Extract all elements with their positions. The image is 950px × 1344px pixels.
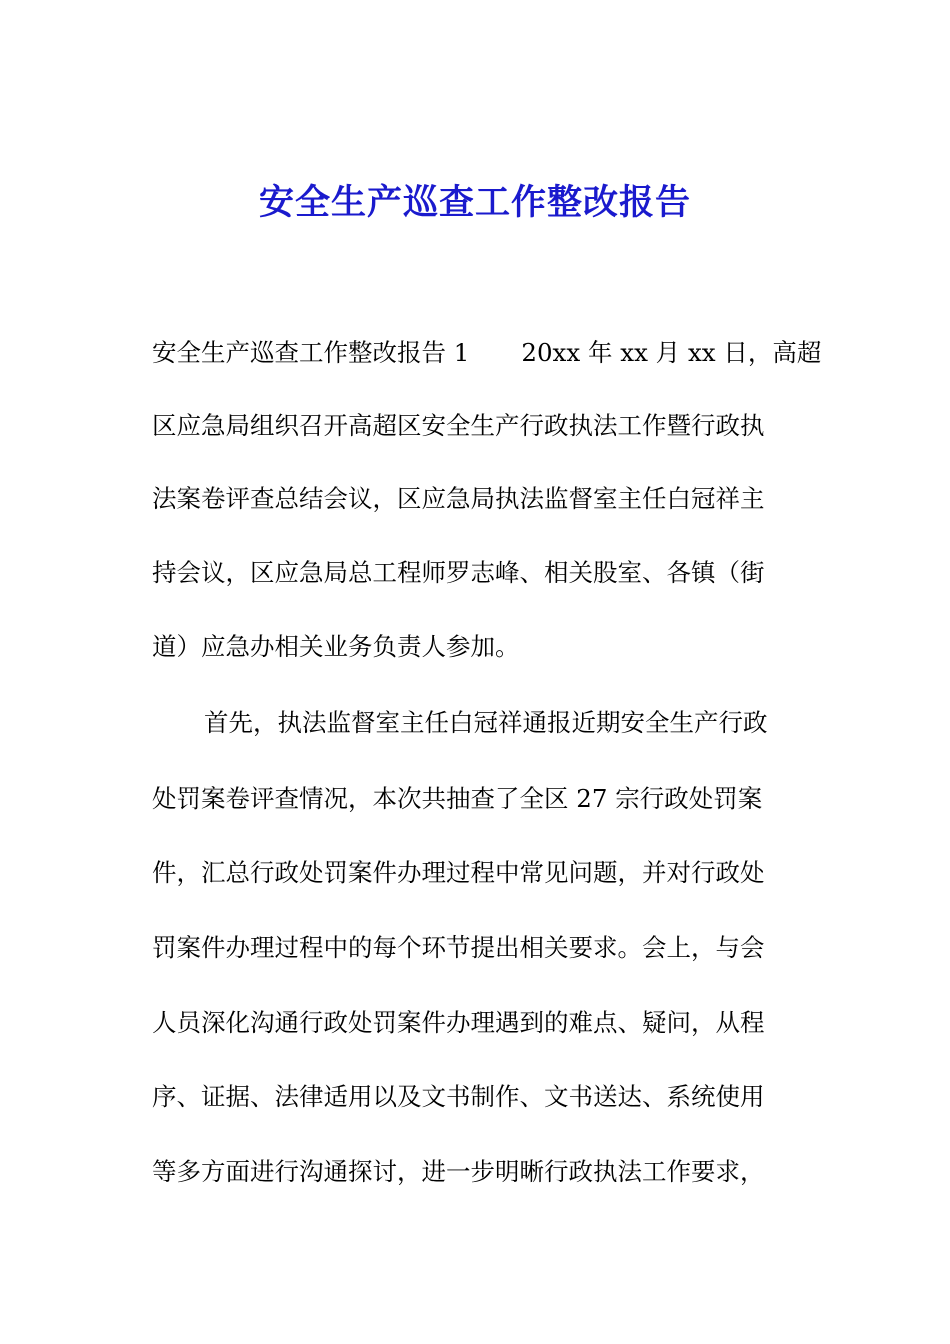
date-text: 20xx 年 xx 月 xx 日，高超 [521, 338, 822, 367]
paragraph-2-line-3: 件，汇总行政处罚案件办理过程中常见问题，并对行政处 [152, 858, 765, 887]
paragraph-2-line-4: 罚案件办理过程中的每个环节提出相关要求。会上，与会 [152, 933, 765, 962]
paragraph-2-line-2: 处罚案卷评查情况，本次共抽查了全区 27 宗行政处罚案 [152, 784, 763, 813]
paragraph-1-line-2: 区应急局组织召开高超区安全生产行政执法工作暨行政执 [152, 411, 765, 440]
paragraph-2-line-6: 序、证据、法律适用以及文书制作、文书送达、系统使用 [152, 1082, 765, 1111]
paragraph-1-line-4: 持会议，区应急局总工程师罗志峰、相关股室、各镇（街 [152, 558, 765, 587]
document-title: 安全生产巡查工作整改报告 [258, 182, 691, 223]
paragraph-2-line-5: 人员深化沟通行政处罚案件办理遇到的难点、疑问，从程 [152, 1008, 765, 1037]
paragraph-2-line-1: 首先，执法监督室主任白冠祥通报近期安全生产行政 [204, 708, 768, 737]
paragraph-1-line-1 [152, 333, 822, 373]
paragraph-2-line-7: 等多方面进行沟通探讨，进一步明晰行政执法工作要求， [152, 1157, 765, 1186]
report-heading-inline: 安全生产巡查工作整改报告 1 [152, 338, 470, 367]
paragraph-1-line-5: 道）应急办相关业务负责人参加。 [152, 632, 520, 661]
paragraph-1-line-3: 法案卷评查总结会议，区应急局执法监督室主任白冠祥主 [152, 484, 765, 513]
